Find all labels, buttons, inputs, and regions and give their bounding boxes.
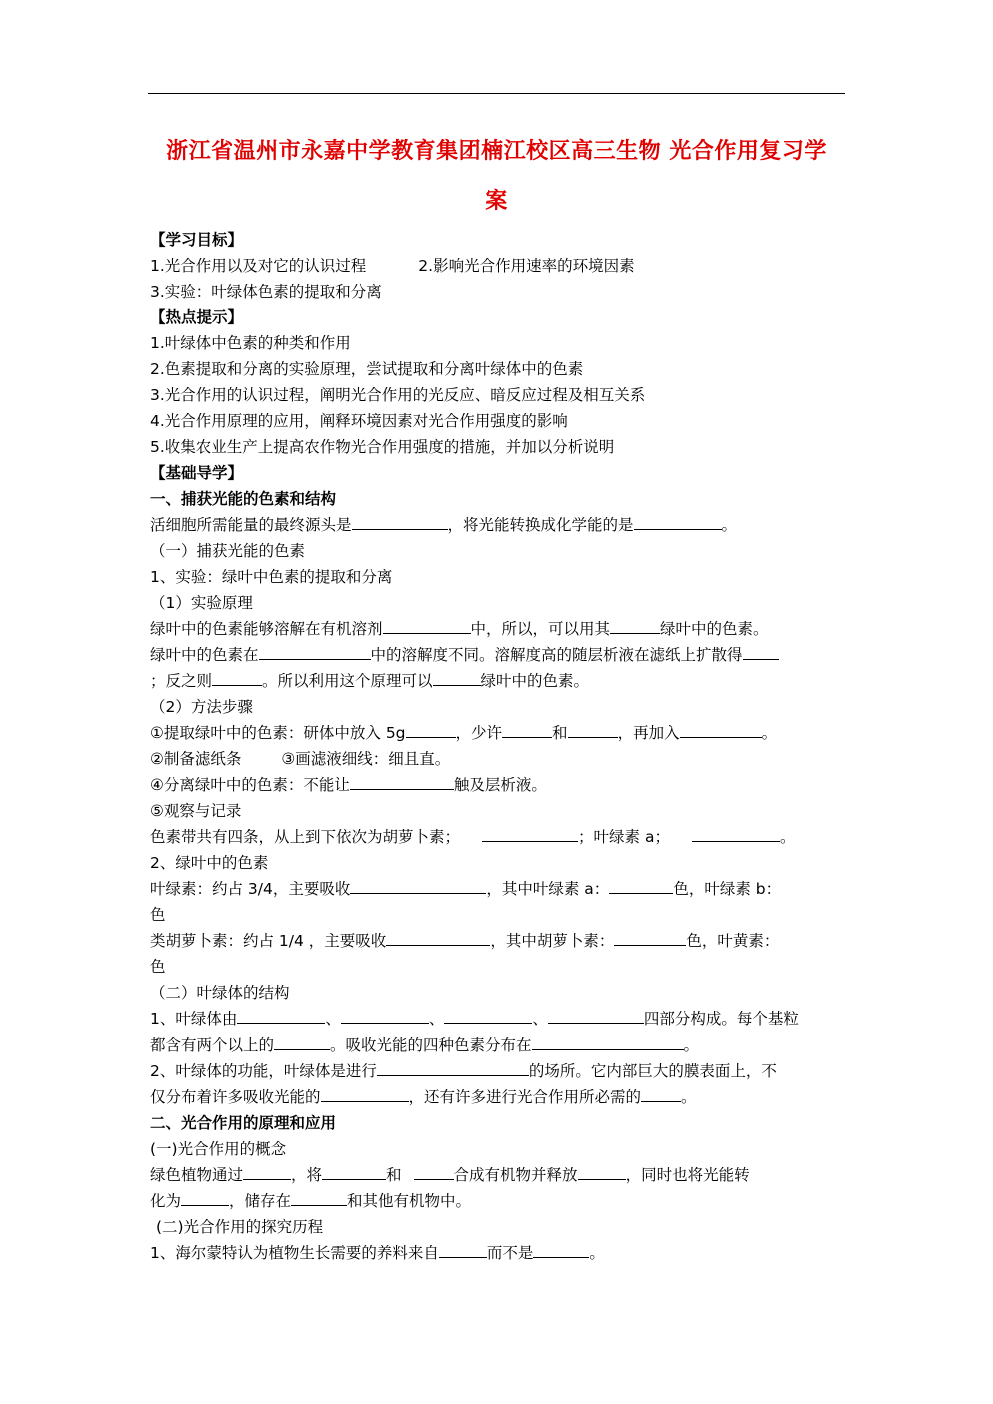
observation-line: 色素带共有四条，从上到下依次为胡萝卜素； ；叶绿素 a； 。 bbox=[150, 828, 796, 846]
structure-line-2: 都含有两个以上的 。吸收光能的四种色素分布在 。 bbox=[150, 1036, 700, 1054]
blank-band-2[interactable] bbox=[482, 827, 578, 842]
blank-filter-line[interactable] bbox=[350, 775, 454, 790]
blank-function[interactable] bbox=[377, 1061, 529, 1076]
blank-carotenoid-absorb[interactable] bbox=[386, 931, 490, 946]
blank-storage[interactable] bbox=[291, 1191, 347, 1206]
step-5: ⑤观察与记录 bbox=[150, 802, 242, 820]
blank-reagent-1[interactable] bbox=[502, 723, 552, 738]
goal-3: 3.实验：叶绿体色素的提取和分离 bbox=[150, 283, 382, 301]
section1-title: 一、捕获光能的色素和结构 bbox=[150, 490, 337, 508]
blank-extract[interactable] bbox=[610, 619, 660, 634]
document-title-line1: 浙江省温州市永嘉中学教育集团楠江校区高三生物 光合作用复习学 bbox=[166, 139, 827, 164]
structure-line-1: 1、叶绿体由 、 、 、 四部分构成。每个基粒 bbox=[150, 1010, 799, 1028]
blank-reagent-2[interactable] bbox=[568, 723, 618, 738]
history-line-1: 1、海尔蒙特认为植物生长需要的养料来自 而不是 。 bbox=[150, 1244, 605, 1262]
carotenoid-line: 类胡萝卜素：约占 1/4 ，主要吸收 ，其中胡萝卜素： 色，叶黄素： bbox=[150, 932, 780, 950]
blank-carotene-color[interactable] bbox=[614, 931, 686, 946]
header-rule bbox=[148, 93, 845, 94]
experiment-title: 1、实验：绿叶中色素的提取和分离 bbox=[150, 568, 393, 586]
blank-structure-1[interactable] bbox=[237, 1009, 325, 1024]
principle-heading: （1）实验原理 bbox=[150, 594, 253, 612]
blank-structure-3[interactable] bbox=[444, 1009, 532, 1024]
blank-opposite[interactable] bbox=[212, 671, 262, 686]
blank-product[interactable] bbox=[578, 1165, 626, 1180]
blank-enzymes[interactable] bbox=[641, 1087, 681, 1102]
blank-pigments[interactable] bbox=[321, 1087, 409, 1102]
hotspots-heading: 【热点提示】 bbox=[150, 308, 244, 326]
concept-line-1: 绿色植物通过 ，将 和 合成有机物并释放 ，同时也将光能转 bbox=[150, 1166, 750, 1184]
pigments-title: 2、绿叶中的色素 bbox=[150, 854, 269, 872]
blank-structure-4[interactable] bbox=[548, 1009, 644, 1024]
blank-nutrient-source[interactable] bbox=[439, 1243, 487, 1258]
blank-reactant-1[interactable] bbox=[322, 1165, 386, 1180]
energy-source-line: 活细胞所需能量的最终源头是 ，将光能转换成化学能的是 。 bbox=[150, 516, 738, 534]
subsection-pigments: （一）捕获光能的色素 bbox=[150, 542, 306, 560]
blank-chlorophyll-absorb[interactable] bbox=[350, 879, 486, 894]
principle-line-1: 绿叶中的色素能够溶解在有机溶剂 中，所以，可以用其 绿叶中的色素。 bbox=[150, 620, 769, 638]
blank-chromatography-solution[interactable] bbox=[259, 645, 371, 660]
blank-grana[interactable] bbox=[274, 1035, 330, 1050]
blank-band-4[interactable] bbox=[692, 827, 780, 842]
blank-diffuse-speed[interactable] bbox=[743, 645, 779, 660]
step-4: ④分离绿叶中的色素：不能让 触及层析液。 bbox=[150, 776, 547, 794]
principle-line-2: 绿叶中的色素在 中的溶解度不同。溶解度高的随层析液在滤纸上扩散得 bbox=[150, 645, 779, 665]
steps-2-3: ②制备滤纸条 ③画滤液细线：细且直。 bbox=[150, 750, 451, 768]
blank-solvent-add[interactable] bbox=[680, 723, 762, 738]
concept-line-2: 化为 ，储存在 和其他有机物中。 bbox=[150, 1192, 472, 1210]
subsection-concept: (一)光合作用的概念 bbox=[150, 1140, 287, 1158]
document-title-line2: 案 bbox=[485, 189, 508, 214]
basics-heading: 【基础导学】 bbox=[150, 464, 244, 482]
blank-pigment-location[interactable] bbox=[532, 1035, 684, 1050]
blank-chl-a-color[interactable] bbox=[609, 879, 673, 894]
goals-heading: 【学习目标】 bbox=[150, 231, 244, 249]
chlorophyll-line: 叶绿素：约占 3/4，主要吸收 ，其中叶绿素 a： 色，叶绿素 b： bbox=[150, 880, 782, 898]
blank-not-source[interactable] bbox=[533, 1243, 589, 1258]
carotenoid-color-end: 色 bbox=[150, 958, 166, 976]
blank-separate[interactable] bbox=[433, 671, 481, 686]
goal-1: 1.光合作用以及对它的认识过程 bbox=[150, 257, 367, 275]
hotspot-2: 2.色素提取和分离的实验原理，尝试提取和分离叶绿体中的色素 bbox=[150, 360, 584, 378]
hotspot-3: 3.光合作用的认识过程，阐明光合作用的光反应、暗反应过程及相互关系 bbox=[150, 386, 646, 404]
hotspot-5: 5.收集农业生产上提高农作物光合作用强度的措施，并加以分析说明 bbox=[150, 438, 615, 456]
principle-line-3: ；反之则 。所以利用这个原理可以 绿叶中的色素。 bbox=[150, 672, 590, 690]
blank-solvent[interactable] bbox=[383, 619, 471, 634]
function-line-2: 仅分布着许多吸收光能的 ，还有许多进行光合作用所必需的 。 bbox=[150, 1088, 697, 1106]
step-1: ①提取绿叶中的色素：研体中放入 5g ，少许 和 ，再加入 。 bbox=[150, 724, 778, 742]
blank-reactant-2[interactable] bbox=[414, 1165, 454, 1180]
hotspot-1: 1.叶绿体中色素的种类和作用 bbox=[150, 334, 351, 352]
hotspot-4: 4.光合作用原理的应用，阐释环境因素对光合作用强度的影响 bbox=[150, 412, 568, 430]
chlorophyll-color-end: 色 bbox=[150, 906, 166, 924]
goal-2: 2.影响光合作用速率的环境因素 bbox=[418, 257, 635, 275]
blank-energy-converter[interactable] bbox=[634, 515, 722, 530]
blank-energy-form[interactable] bbox=[181, 1191, 229, 1206]
blank-organelle[interactable] bbox=[243, 1165, 291, 1180]
section2-title: 二、光合作用的原理和应用 bbox=[150, 1114, 337, 1132]
steps-heading: （2）方法步骤 bbox=[150, 698, 253, 716]
subsection-structure: （二）叶绿体的结构 bbox=[150, 984, 290, 1002]
function-line-1: 2、叶绿体的功能，叶绿体是进行 的场所。它内部巨大的膜表面上，不 bbox=[150, 1062, 777, 1080]
blank-material[interactable] bbox=[406, 723, 456, 738]
goals-line-1 bbox=[150, 256, 635, 276]
subsection-history: (二)光合作用的探究历程 bbox=[156, 1218, 324, 1236]
blank-structure-2[interactable] bbox=[341, 1009, 429, 1024]
blank-energy-source[interactable] bbox=[352, 515, 448, 530]
